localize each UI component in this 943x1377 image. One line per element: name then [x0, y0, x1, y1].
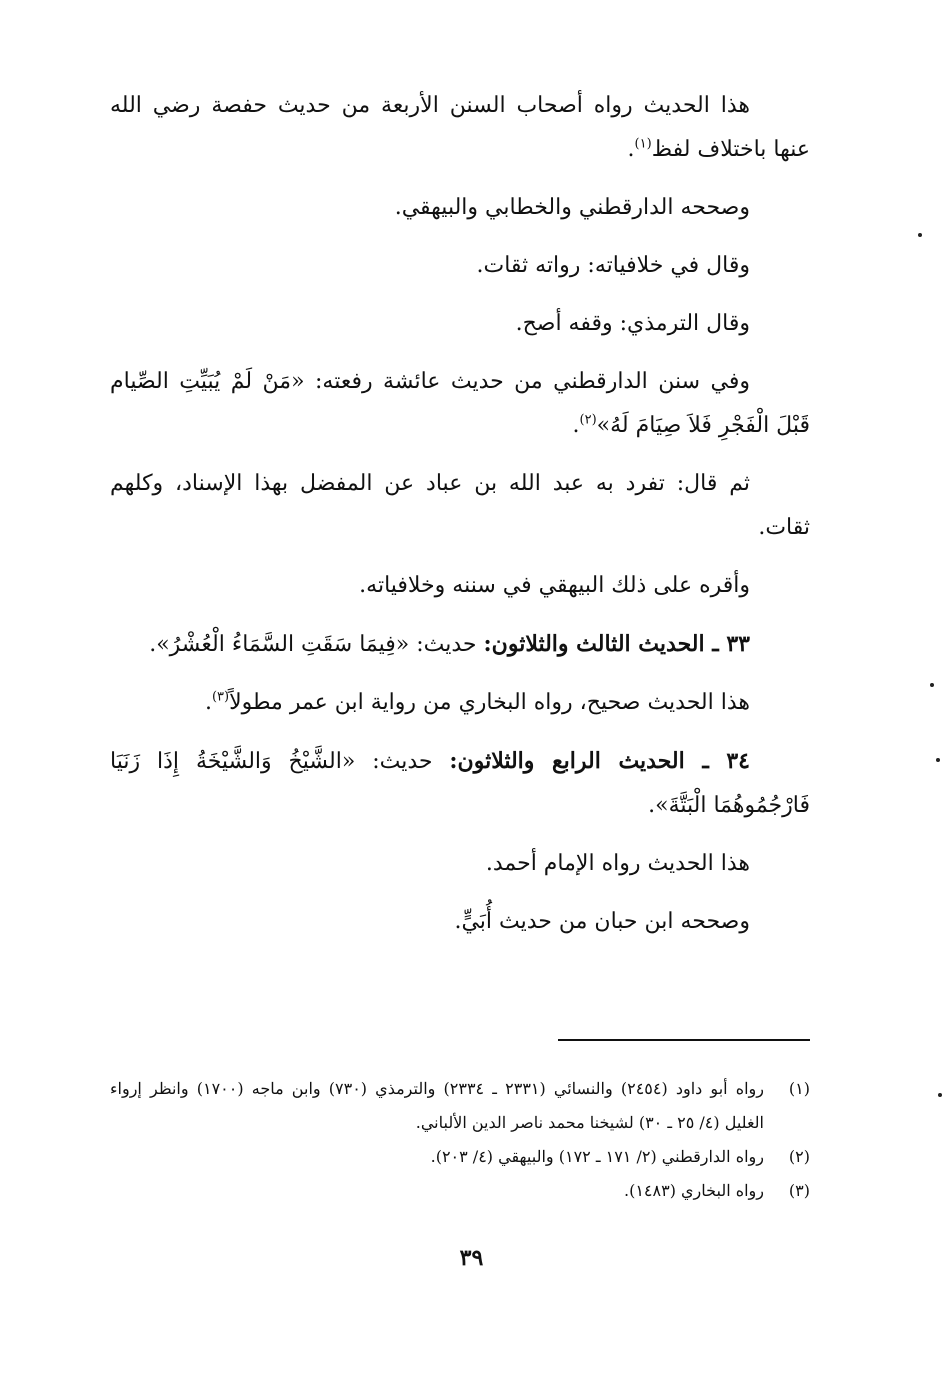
footnote-text: رواه أبو داود (٢٤٥٤) والنسائي (٢٣٣١ ـ ٢٣٣٤) والترمذي (٧٣٠) وابن ماجه (١٧٠٠) وانظر إرواء الغليل (٤/ ٢٥ ـ ٣٠) لشيخنا محمد ناصر الدين الألباني. — [110, 1079, 765, 1132]
footnote-separator — [558, 1039, 810, 1041]
paragraph-text: هذا الحديث صحيح، رواه البخاري من رواية ابن عمر مطولاً — [229, 690, 750, 715]
paragraph — [110, 462, 810, 550]
hadith-heading-paragraph — [110, 739, 810, 828]
hadith-heading: ٣٣ ـ الحديث الثالث والثلاثون: — [483, 631, 750, 657]
paragraph — [110, 842, 810, 886]
paragraph-text: وصححه ابن حبان من حديث أُبَيٍّ. — [454, 909, 750, 934]
paragraph-text: وفي سنن الدارقطني من حديث عائشة رفعته: «مَنْ لَمْ يُبَيِّتِ الصِّيام قَبْلَ الْفَجْرِ فَلاَ صِيَامَ لَهُ» — [110, 369, 810, 438]
paragraph — [110, 84, 810, 172]
paragraph — [110, 244, 810, 288]
page-number: ٣٩ — [459, 1245, 484, 1271]
paragraph-text: حديث: «فِيمَا سَقَتِ السَّمَاءُ الْعُشْرُ». — [149, 632, 477, 657]
paragraph — [110, 186, 810, 230]
paragraph-tail: . — [204, 690, 212, 715]
paragraph-text: وقال في خلافياته: رواته ثقات. — [476, 253, 750, 278]
paragraph — [110, 360, 810, 448]
paragraph — [110, 681, 810, 725]
paragraph-text: ثم قال: تفرد به عبد الله بن عباد عن المفضل بهذا الإسناد، وكلهم ثقات. — [110, 471, 810, 540]
footnote-text: رواه البخاري (١٤٨٣). — [624, 1181, 764, 1200]
paragraph-text: وأقره على ذلك البيهقي في سننه وخلافياته. — [359, 573, 750, 598]
paragraph-text: وقال الترمذي: وقفه أصح. — [515, 311, 750, 336]
paragraph-text: هذا الحديث رواه الإمام أحمد. — [485, 851, 750, 876]
scan-speck — [936, 758, 940, 762]
paragraph-tail: . — [627, 137, 635, 162]
footnote-marker: (٣) — [211, 689, 230, 705]
footnote — [110, 1140, 810, 1174]
paragraph-text: حديث: «الشَّيْخُ وَالشَّيْخَةُ إِذَا زَنَيَا فَارْجُمُوهُمَا الْبَتَّةَ». — [110, 749, 810, 818]
scan-speck — [938, 1093, 942, 1097]
hadith-heading: ٣٤ ـ الحديث الرابع والثلاثون: — [449, 748, 750, 774]
paragraph-text: هذا الحديث رواه أصحاب السنن الأربعة من حديث حفصة رضي الله عنها باختلاف لفظ — [110, 93, 810, 162]
footnote-number: (١) — [788, 1079, 810, 1098]
paragraph-tail: . — [572, 413, 580, 438]
footnote-marker: (٢) — [579, 412, 597, 428]
footnote — [110, 1072, 810, 1140]
main-text — [110, 84, 810, 958]
paragraph — [110, 302, 810, 346]
footnotes — [110, 1072, 810, 1208]
footnote — [110, 1174, 810, 1208]
footnote-marker: (١) — [634, 136, 652, 152]
scan-speck — [918, 233, 922, 237]
paragraph — [110, 564, 810, 608]
hadith-heading-paragraph — [110, 622, 810, 667]
footnote-text: رواه الدارقطني (٢/ ١٧١ ـ ١٧٢) والبيهقي (٤/ ٢٠٣). — [430, 1147, 764, 1166]
footnote-number: (٣) — [788, 1181, 810, 1200]
footnote-number: (٢) — [788, 1147, 810, 1166]
paragraph — [110, 900, 810, 944]
paragraph-text: وصححه الدارقطني والخطابي والبيهقي. — [394, 195, 750, 220]
scan-speck — [930, 683, 934, 687]
